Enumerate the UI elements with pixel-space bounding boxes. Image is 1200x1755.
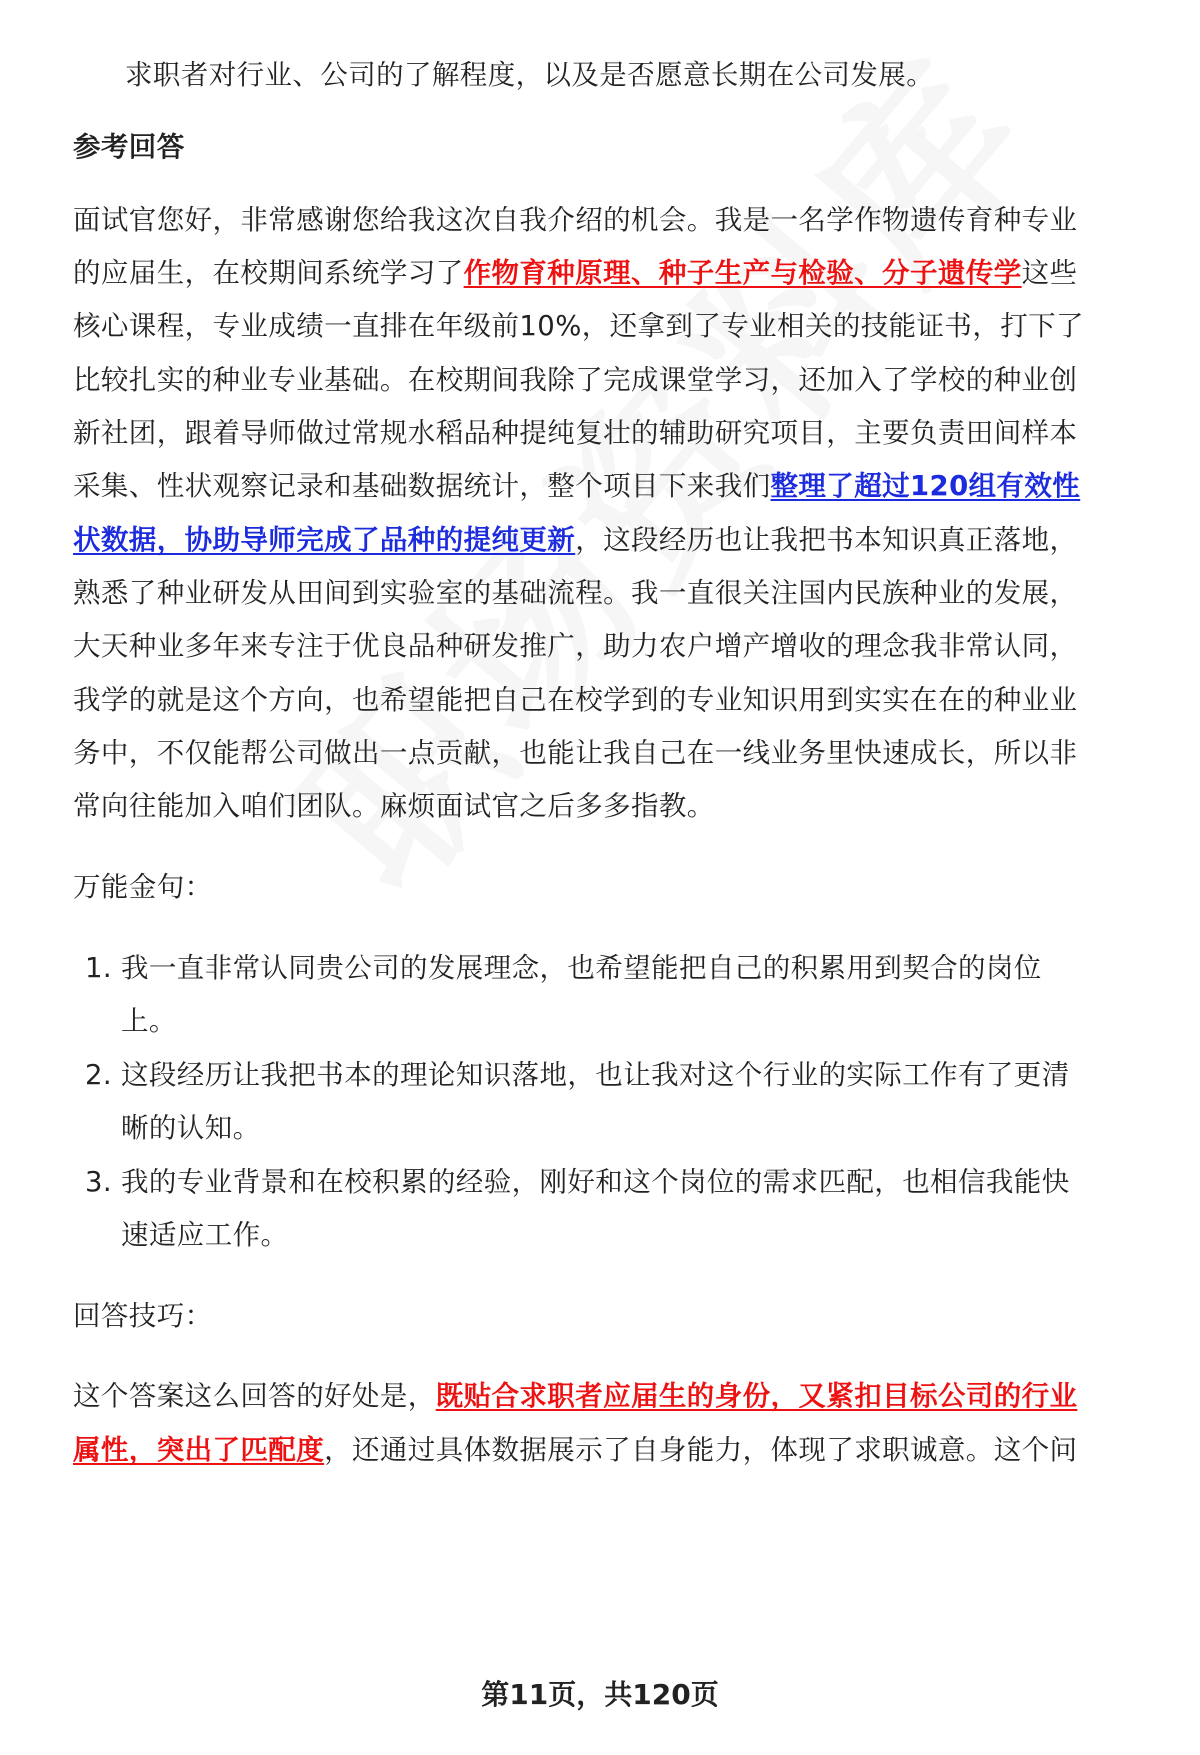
tips-text: 这个答案这么回答的好处是， <box>73 1380 436 1412</box>
highlight-red: 作物育种原理、种子生产与检验、分子遗传学 <box>463 257 1022 289</box>
tips-text: ，还通过具体数据展示了自身能力，体现了求职诚意。这个问 <box>324 1434 1078 1466</box>
answer-line: 核心课程，专业成绩一直排在年级前10%，还拿到了专业相关的技能证书，打下了 <box>73 310 1084 342</box>
page-number: 第11页，共120页 <box>481 1678 719 1711</box>
answer-text: ，这段经历也让我把书本知识真正落地， <box>575 524 1078 556</box>
answer-line <box>73 520 1077 560</box>
answer-line <box>73 253 1077 293</box>
list-number: 1. <box>85 952 113 984</box>
answer-line: 我学的就是这个方向，也希望能把自己在校学到的专业知识用到实实在在的种业业 <box>73 684 1078 716</box>
answer-text: 的应届生，在校期间系统学习了 <box>73 257 464 289</box>
answer-line: 比较扎实的种业专业基础。在校期间我除了完成课堂学习，还加入了学校的种业创 <box>73 364 1078 396</box>
list-text: 我的专业背景和在校积累的经验，刚好和这个岗位的需求匹配，也相信我能快 <box>121 1166 1070 1198</box>
list-number: 2. <box>85 1059 113 1091</box>
list-item <box>73 1055 1070 1095</box>
highlight-blue: 整理了超过120组有效性 <box>770 470 1081 502</box>
tips-line <box>73 1376 1077 1416</box>
answer-line: 务中，不仅能帮公司做出一点贡献，也能让我自己在一线业务里快速成长，所以非 <box>73 737 1078 769</box>
golden-title: 万能金句： <box>73 871 213 903</box>
answer-line <box>73 466 1080 506</box>
list-item <box>73 1162 1070 1202</box>
list-item-continuation: 速适应工作。 <box>121 1219 289 1251</box>
answer-line: 熟悉了种业研发从田间到实验室的基础流程。我一直很关注国内民族种业的发展， <box>73 577 1078 609</box>
answer-text: 采集、性状观察记录和基础数据统计，整个项目下来我们 <box>73 470 771 502</box>
answer-line: 大天种业多年来专注于优良品种研发推广，助力农户增产增收的理念我非常认同， <box>73 630 1078 662</box>
list-item-continuation: 晰的认知。 <box>121 1112 261 1144</box>
highlight-blue: 状数据，协助导师完成了品种的提纯更新 <box>73 524 576 556</box>
answer-line: 面试官您好，非常感谢您给我这次自我介绍的机会。我是一名学作物遗传育种专业 <box>73 204 1078 236</box>
intro-text: 求职者对行业、公司的了解程度，以及是否愿意长期在公司发展。 <box>125 59 935 91</box>
tips-line <box>73 1430 1077 1470</box>
highlight-red: 既贴合求职者应届生的身份，又紧扣目标公司的行业 <box>435 1380 1078 1412</box>
list-number: 3. <box>85 1166 113 1198</box>
answer-line: 常向往能加入咱们团队。麻烦面试官之后多多指教。 <box>73 790 715 822</box>
list-item <box>73 948 1042 988</box>
list-item-continuation: 上。 <box>121 1005 177 1037</box>
section-heading: 参考回答 <box>73 131 185 163</box>
answer-line: 新社团，跟着导师做过常规水稻品种提纯复壮的辅助研究项目，主要负责田间样本 <box>73 417 1078 449</box>
highlight-red: 属性，突出了匹配度 <box>73 1434 325 1466</box>
tips-title: 回答技巧： <box>73 1300 213 1332</box>
answer-text: 这些 <box>1021 257 1078 289</box>
list-text: 这段经历让我把书本的理论知识落地，也让我对这个行业的实际工作有了更清 <box>121 1059 1070 1091</box>
list-text: 我一直非常认同贵公司的发展理念，也希望能把自己的积累用到契合的岗位 <box>121 952 1042 984</box>
